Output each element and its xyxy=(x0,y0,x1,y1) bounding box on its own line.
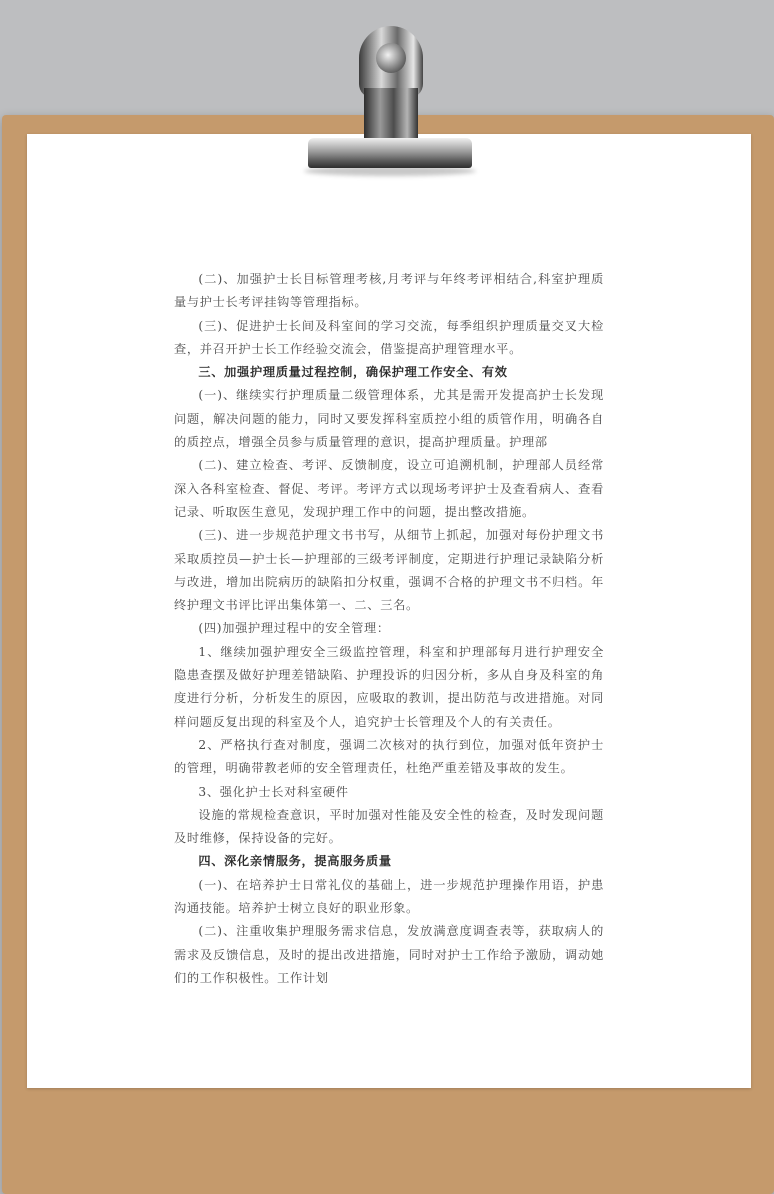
binder-clip-icon xyxy=(300,26,480,178)
paragraph: 3、强化护士长对科室硬件 xyxy=(198,784,349,799)
paragraph: (二)、注重收集护理服务需求信息，发放满意度调查表等，获取病人的需求及反馈信息，及时的提出改进措施，同时对护士工作给予激励，调动她们的工作积极性。工作计划 xyxy=(174,924,604,985)
section-heading: 三、加强护理质量过程控制，确保护理工作安全、有效 xyxy=(198,365,508,380)
paragraph: (一)、在培养护士日常礼仪的基础上，进一步规范护理操作用语，护患沟通技能。培养护士树立良好的职业形象。 xyxy=(174,877,604,916)
paragraph: 2、严格执行查对制度，强调二次核对的执行到位，加强对低年资护士的管理，明确带教老师的安全管理责任，杜绝严重差错及事故的发生。 xyxy=(174,737,604,776)
paragraph: (一)、继续实行护理质量二级管理体系，尤其是需开发提高护士长发现问题，解决问题的能力，同时又要发挥科室质控小组的质管作用，明确各自的质控点，增强全员参与质量管理的意识，提高护理质量。护理部 xyxy=(174,388,604,450)
paragraph: (三)、促进护士长间及科室间的学习交流，每季组织护理质量交叉大检查，并召开护士长工作经验交流会，借鉴提高护理管理水平。 xyxy=(174,318,604,356)
paragraph: 1、继续加强护理安全三级监控管理，科室和护理部每月进行护理安全隐患查摆及做好护理差错缺陷、护理投诉的归因分析，多从自身及科室的角度进行分析，分析发生的原因，应吸取的教训，提出防范与改进措施。对同样问题反复出现的科室及个人，追究护士长管理及个人的有关责任。 xyxy=(174,644,604,729)
paragraph: (三)、进一步规范护理文书书写，从细节上抓起，加强对每份护理文书采取质控员—护士长—护理部的三级考评制度，定期进行护理记录缺陷分析与改进，增加出院病历的缺陷扣分权重，强调不合格的护理文书不归档。年终护理文书评比评出集体第一、二、三名。 xyxy=(174,528,604,613)
document-body xyxy=(174,268,604,990)
section-heading: 四、深化亲情服务，提高服务质量 xyxy=(198,854,392,869)
paragraph: 设施的常规检查意识，平时加强对性能及安全性的检查，及时发现问题及时维修，保持设备的完好。 xyxy=(174,807,604,846)
paragraph: (二)、加强护士长目标管理考核,月考评与年终考评相结合,科室护理质量与护士长考评挂钩等管理指标。 xyxy=(174,272,604,310)
paragraph: (四)加强护理过程中的安全管理： xyxy=(198,621,390,636)
paragraph: (二)、建立检查、考评、反馈制度，设立可追溯机制，护理部人员经常深入各科室检查、督促、考评。考评方式以现场考评护士及查看病人、查看记录、听取医生意见，发现护理工作中的问题，提出整改措施。 xyxy=(174,458,604,519)
